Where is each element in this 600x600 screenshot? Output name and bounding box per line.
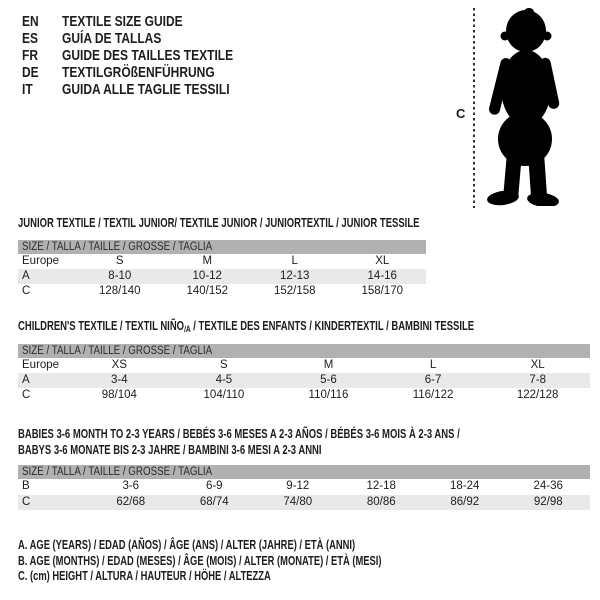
language-row: [22, 47, 276, 64]
language-label-text: GUIDE DES TAILLES TEXTILE: [62, 47, 234, 64]
table-row-c: [18, 495, 590, 511]
row-label: C: [22, 389, 31, 401]
cell: 8-10: [108, 270, 132, 282]
language-label: [62, 13, 213, 30]
height-measure-label: C: [456, 106, 466, 121]
size-table-junior: [18, 240, 426, 299]
language-label-text: TEXTILE SIZE GUIDE: [62, 13, 183, 30]
table-row-europe: [18, 254, 426, 269]
cell: 74/80: [283, 495, 313, 508]
language-code-text: IT: [22, 81, 33, 98]
language-code: [22, 64, 62, 81]
section-heading-text: BABIES 3-6 MONTH TO 2-3 YEARS / BEBÉS 3-6 MESES A 2-3 AÑOS / BÉBÉS 3-6 MOIS À 2-3 ANS /: [18, 426, 460, 441]
heading-pre: CHILDREN'S TEXTILE / TEXTIL NIÑO: [18, 318, 185, 333]
cell: 98/104: [101, 389, 137, 401]
footnote-text: A. AGE (YEARS) / EDAD (AÑOS) / ÂGE (ANS) / ALTER (JAHRE) / ETÀ (ANNI): [18, 538, 356, 552]
language-code-text: EN: [22, 13, 39, 30]
row-label: A: [22, 270, 30, 282]
cell: 3-6: [122, 480, 140, 492]
heading-line-2: [18, 443, 600, 459]
cell: 3-4: [110, 374, 128, 386]
cell: 10-12: [192, 270, 222, 282]
language-code: [22, 81, 62, 98]
footnote-text: C. (cm) HEIGHT / ALTURA / HAUTEUR / HÖHE / ALTEZZA: [18, 569, 271, 583]
cell: 158/170: [361, 285, 404, 297]
section-heading-junior: [18, 216, 568, 229]
cell: 24-36: [533, 480, 563, 492]
cell: 12-18: [366, 480, 396, 492]
size-table-header-text: SIZE / TALLA / TAILLE / GRÖSSE / TAGLIA: [22, 241, 213, 253]
cell: L: [429, 359, 437, 371]
language-code: [22, 13, 62, 30]
cell: XL: [530, 359, 545, 371]
cell: 140/152: [186, 285, 229, 297]
language-label-text: TEXTILGRÖßENFÜHRUNG: [62, 64, 215, 81]
cell: 110/116: [308, 389, 349, 401]
language-code: [22, 30, 62, 47]
table-row-a: [18, 373, 590, 388]
cell: 9-12: [286, 480, 310, 492]
footnote-text: B. AGE (MONTHS) / EDAD (MESES) / ÂGE (MOIS) / ALTER (MONATE) / ETÀ (MESI): [18, 553, 382, 568]
cell: 5-6: [320, 374, 337, 386]
language-list: [22, 13, 276, 98]
section-heading-text: [18, 319, 474, 336]
language-label-text: GUIDA ALLE TAGLIE TESSILI: [62, 81, 230, 98]
cell: 7-8: [529, 374, 546, 386]
cell: 4-5: [215, 374, 233, 386]
size-table-header: [18, 344, 590, 358]
size-table-babies: [18, 465, 590, 510]
footnote-c: [18, 569, 503, 585]
language-row: [22, 81, 276, 98]
section-heading-babies: [18, 427, 600, 459]
language-code-text: FR: [22, 47, 38, 64]
cell: 12-13: [280, 270, 310, 282]
row-label: Europe: [22, 255, 60, 267]
height-measure-line: [473, 8, 475, 208]
cell: 68/74: [199, 495, 229, 508]
baby-silhouette: [482, 8, 566, 206]
cell: 18-24: [450, 480, 480, 492]
size-table-header-text: SIZE / TALLA / TAILLE / GRÖSSE / TAGLIA: [22, 345, 213, 357]
section-heading-text: JUNIOR TEXTILE / TEXTIL JUNIOR/ TEXTILE JUNIOR / JUNIORTEXTIL / JUNIOR TESSILE: [18, 215, 420, 230]
cell: L: [291, 255, 298, 267]
language-row: [22, 30, 276, 47]
size-table-header-text: SIZE / TALLA / TAILLE / GRÖSSE / TAGLIA: [22, 466, 213, 478]
table-row-b: [18, 479, 590, 495]
footnote-b: [18, 554, 503, 570]
cell: M: [323, 359, 334, 371]
language-label: [62, 64, 253, 81]
cell: S: [220, 359, 228, 371]
cell: 80/86: [366, 495, 396, 508]
size-table-header: [18, 240, 426, 254]
language-row: [22, 13, 276, 30]
table-row-c: [18, 284, 426, 299]
section-heading-children: [18, 319, 600, 336]
cell: M: [202, 255, 213, 267]
row-label: Europe: [22, 359, 60, 371]
footnotes: [18, 538, 503, 585]
language-code: [22, 47, 62, 64]
cell: 122/128: [516, 389, 559, 401]
language-label: [62, 47, 276, 64]
footnote-a: [18, 538, 503, 554]
heading-post: / TEXTILE DES ENFANTS / KINDERTEXTIL / BAMBINI TESSILE: [190, 318, 475, 333]
cell: XS: [111, 359, 127, 371]
cell: 128/140: [98, 285, 141, 297]
row-label: B: [22, 480, 30, 492]
language-code-text: ES: [22, 30, 39, 47]
cell: XL: [375, 255, 390, 267]
table-row-a: [18, 269, 426, 284]
table-row-europe: [18, 358, 590, 373]
section-heading-text: BABYS 3-6 MONATE BIS 2-3 JAHRE / BAMBINI 3-6 MESI A 2-3 ANNI: [18, 442, 322, 457]
row-label: C: [22, 285, 31, 297]
cell: 152/158: [273, 285, 316, 297]
language-code-text: DE: [22, 64, 39, 81]
cell: 6-9: [205, 480, 223, 492]
row-label: A: [22, 374, 30, 386]
cell: 14-16: [367, 270, 397, 282]
cell: 116/122: [412, 389, 454, 401]
language-label: [62, 81, 271, 98]
heading-line-1: [18, 427, 600, 443]
cell: 6-7: [424, 374, 442, 386]
cell: S: [115, 255, 124, 267]
language-label: [62, 30, 186, 47]
cell: 104/110: [203, 389, 245, 401]
cell: 62/68: [116, 495, 146, 508]
heading-subscript: /A: [184, 324, 191, 334]
cell: 86/92: [450, 495, 480, 508]
language-row: [22, 64, 276, 81]
language-label-text: GUÍA DE TALLAS: [62, 30, 162, 47]
size-table-header: [18, 465, 590, 479]
size-table-children: [18, 344, 590, 403]
cell: 92/98: [533, 495, 563, 508]
table-row-c: [18, 388, 590, 403]
row-label: C: [22, 495, 31, 508]
